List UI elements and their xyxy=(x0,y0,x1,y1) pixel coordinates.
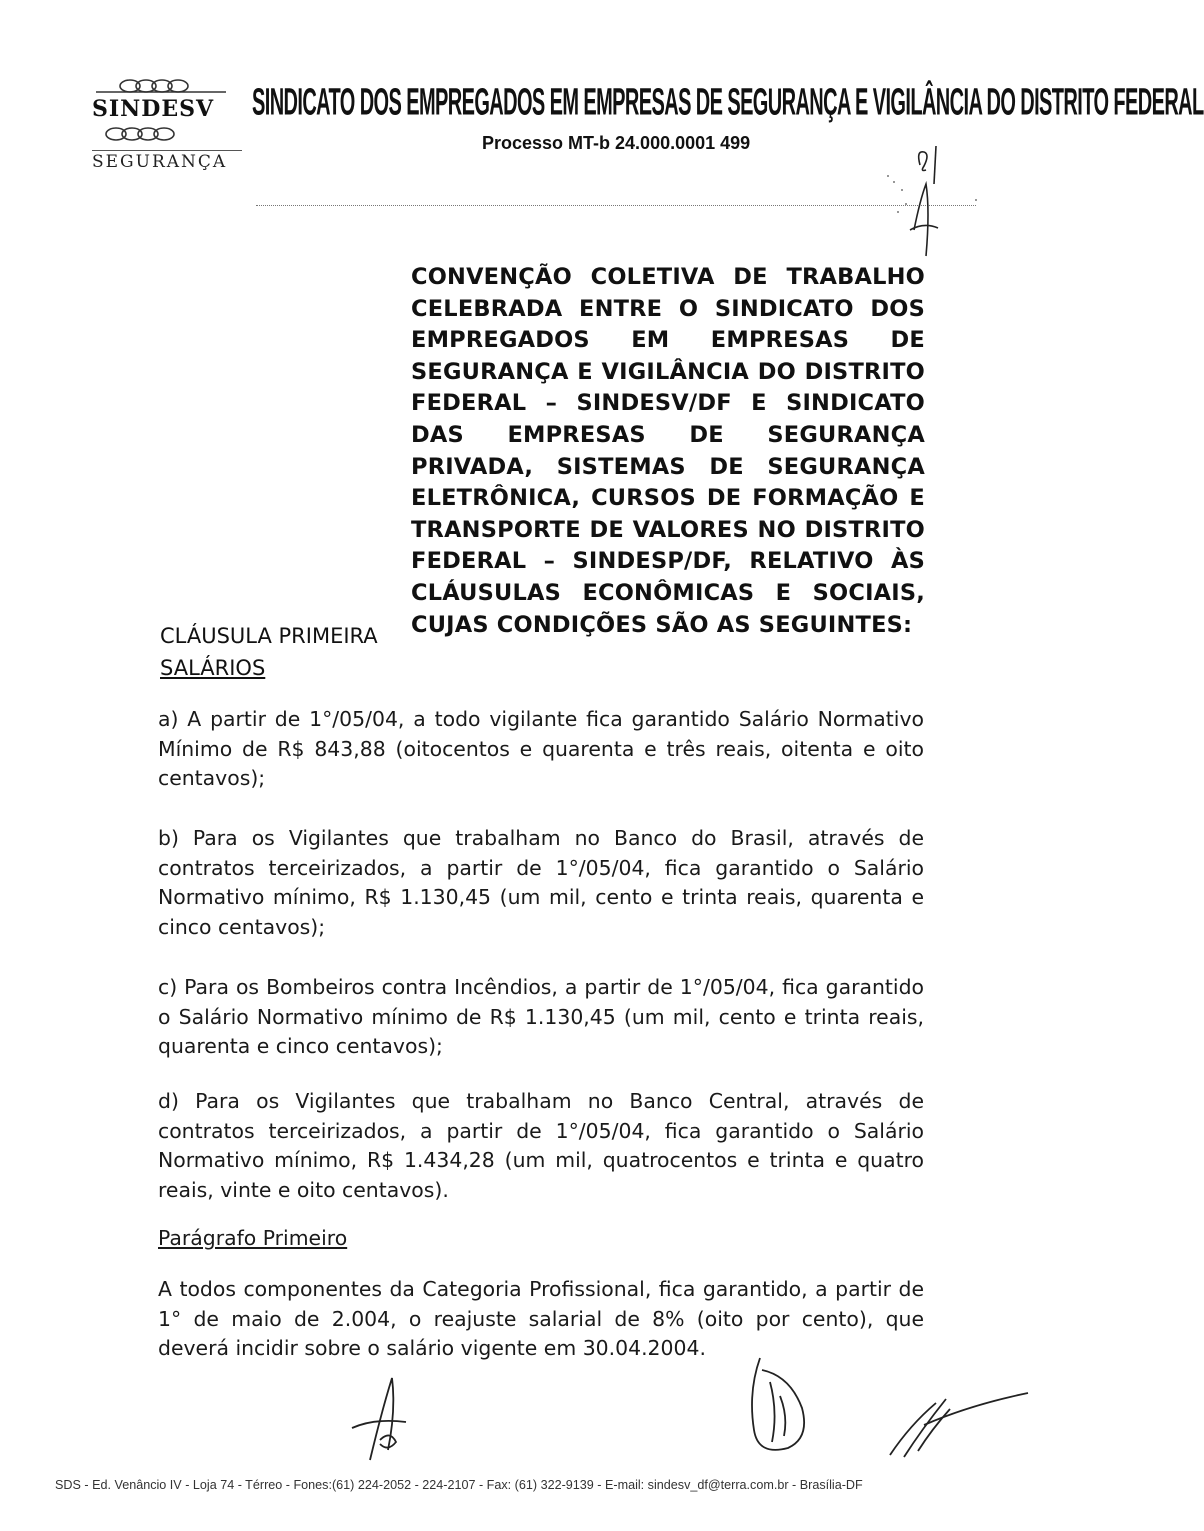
clause-subheading: SALÁRIOS xyxy=(160,656,266,680)
clause-heading: CLÁUSULA PRIMEIRA xyxy=(160,624,378,648)
signature-right xyxy=(880,1385,1030,1465)
signature-center xyxy=(718,1352,848,1464)
signature-left xyxy=(330,1370,450,1470)
footer-address: SDS - Ed. Venâncio IV - Loja 74 - Térreo - Fones:(61) 224-2052 - 224-2107 - Fax: (61) 322-9139 - E-mail: sindesv_df@terra.com.br - Brasília-DF xyxy=(55,1478,863,1492)
union-logo xyxy=(86,76,236,180)
salary-item-d: d) Para os Vigilantes que trabalham no Banco Central, através de contratos terceirizados, a partir de 1°/05/04, fica garantido o Salário Normativo mínimo, R$ 1.434,28 (um mil, quatrocentos e trinta e quatro reais, vinte e oito centavos). xyxy=(158,1089,924,1202)
paragraph-text: A todos componentes da Categoria Profissional, fica garantido, a partir de 1° de maio de 2.004, o reajuste salarial de 8% (oito por cento), que deverá incidir sobre o salário vigente em 30.04.2004. xyxy=(158,1277,924,1361)
header-divider xyxy=(256,205,976,206)
salary-item-a: a) A partir de 1°/05/04, a todo vigilante fica garantido Salário Normativo Mínimo de R$ 843,88 (oitocentos e quarenta e três reais, oitenta e oito centavos); xyxy=(158,707,924,791)
document-title: CONVENÇÃO COLETIVA DE TRABALHO CELEBRADA ENTRE O SINDICATO DOS EMPREGADOS EM EMPRESAS DE SEGURANÇA E VIGILÂNCIA DO DISTRITO FEDERAL – SINDESV/DF E SINDICATO DAS EMPRESAS DE SEGURANÇA PRIVADA, SISTEMAS DE SEGURANÇA ELETRÔNICA, CURSOS DE FORMAÇÃO E TRANSPORTE DE VALORES NO DISTRITO FEDERAL – SINDESP/DF, RELATIVO ÀS CLÁUSULAS ECONÔMICAS E SOCIAIS, CUJAS CONDIÇÕES SÃO AS SEGUINTES: xyxy=(411,264,925,638)
paragraph-heading: Parágrafo Primeiro xyxy=(158,1226,348,1250)
process-number: Processo MT-b 24.000.0001 499 xyxy=(482,133,751,153)
union-name-header: SINDICATO DOS EMPREGADOS EM EMPRESAS DE SEGURANÇA E VIGILÂNCIA DO DISTRITO FEDERAL xyxy=(252,82,1204,124)
logo-subtitle: SEGURANÇA xyxy=(92,150,242,172)
page-initials-mark xyxy=(880,140,990,260)
salary-item-c: c) Para os Bombeiros contra Incêndios, a partir de 1°/05/04, fica garantido o Salário Normativo mínimo de R$ 1.130,45 (um mil, cento e trinta reais, quarenta e cinco centavos); xyxy=(158,975,924,1059)
salary-item-b: b) Para os Vigilantes que trabalham no Banco do Brasil, através de contratos terceirizados, a partir de 1°/05/04, fica garantido o Salário Normativo mínimo, R$ 1.130,45 (um mil, cento e trinta reais, quarenta e cinco centavos); xyxy=(158,826,924,939)
logo-brand-text: SINDESV xyxy=(92,96,215,122)
